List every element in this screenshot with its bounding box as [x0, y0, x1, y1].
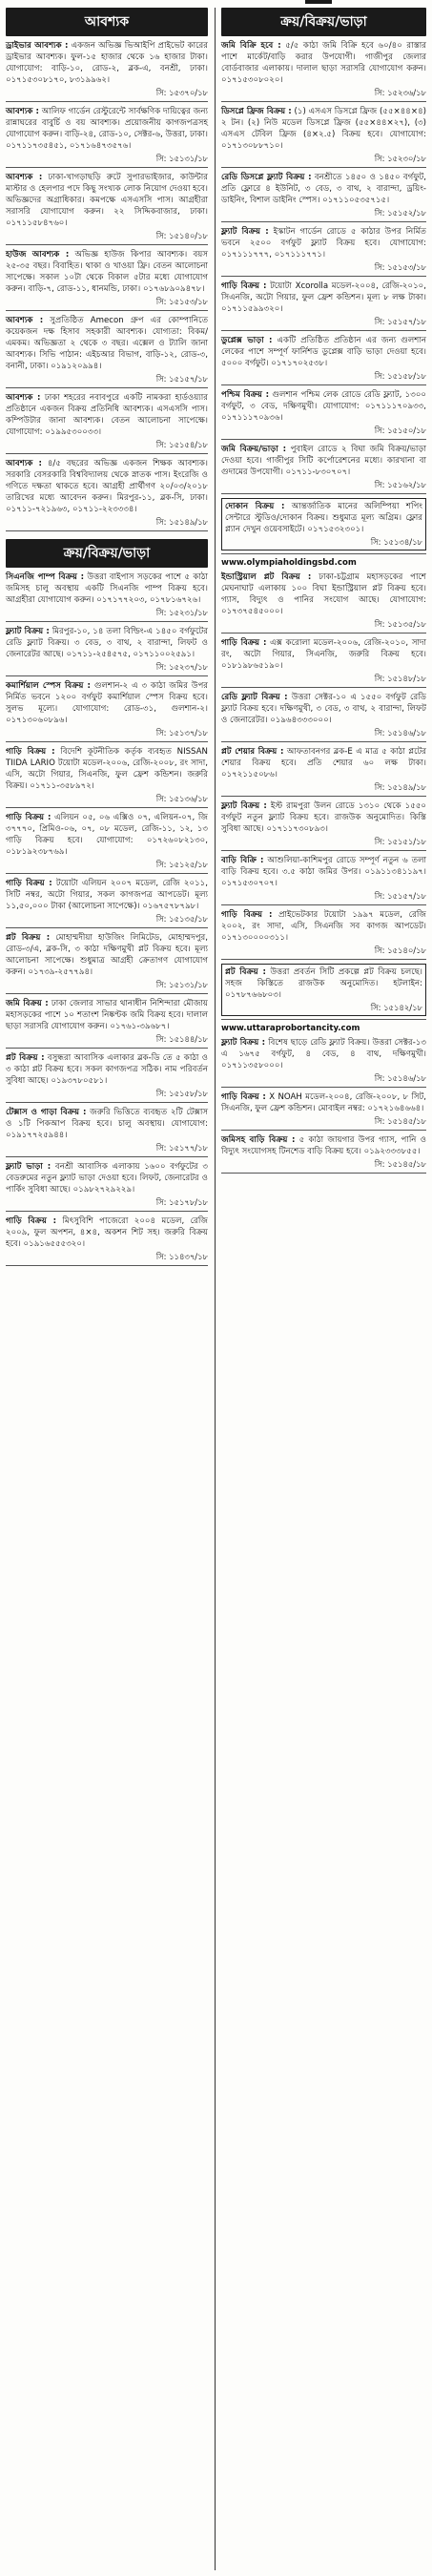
- ad-separator: [221, 1019, 426, 1020]
- ad-separator: [6, 1211, 208, 1212]
- ad-reference-code: সি: ১৫১৫০/১৮: [374, 426, 426, 435]
- ad-body: ৫ কাঠা জায়গার উপর গ্যাস, পানি ও বিদ্যুৎ সংযোগসহ টিনশেড বাড়ি বিক্রয় হবে। ০১৯২৩৩৩৮৫৫।: [221, 1135, 427, 1156]
- ad-body: বিশেষ ছাড়ে রেডি ফ্ল্যাট বিক্রয়। উত্তরা সেক্টর-১৩ এ ১৬৭৫ বর্গফুট, ৪ বেড, ৪ বাথ, দক্ষিণমুখী। ০১৭১১৩৫৮০০০।: [221, 1038, 426, 1070]
- ad-reference-code: সি: ১৫২৩০/১৮: [374, 154, 426, 163]
- ad-title: গাড়ি বিক্রয় :: [6, 1216, 57, 1226]
- ad-body: মিরপুর-১০, ১৪ তলা বিল্ডিং-এ ১৪৫০ বর্গফুটের রেডি ফ্ল্যাট বিক্রয়। ৩ বেড, ৩ বাথ, ২ বারান্দা, লিফট ও জেনারেটর আছে। ০১৭১১-২৫৪৫৭৫, ০১৭১১০০২৫৯১।: [6, 627, 208, 659]
- ad-separator: [6, 1265, 208, 1266]
- classified-ad: [6, 1107, 208, 1153]
- ad-reference-code: সি: ১৫১৩৬/১৮: [155, 794, 208, 803]
- ad-reference-code: সি: ১৫১৫৩/১৮: [374, 262, 426, 272]
- ad-body: ৪/৫ বছরের অভিজ্ঞ একজন শিক্ষক আবশ্যক। সরকারি বেসরকারি বিশ্ববিদ্যালয় থেকে স্নাতক পাস। ইংরেজি ও গণিতে দক্ষতা থাকতে হবে। আগ্রহী প্রার্থীগণ ২০/০৩/২০১৮ তারিখের মধ্যে আবেদন করুন। মিরপুর-১১, ব্লক-সি, ঢাকা। ০১৭১১-৭২১৯৬৩, ০১৭১১-২২৩৩৩৪।: [6, 459, 209, 514]
- ad-reference-code: সি: ১৫৩৭০/১৮: [155, 88, 208, 97]
- classified-ad: [221, 571, 426, 630]
- section-header-buy-sell-rent-right: ক্রয়/বিক্রয়/ভাড়া: [221, 8, 426, 36]
- ad-reference-code: সি: ১৫১৪৮/১৮: [374, 674, 426, 683]
- ad-separator: [6, 807, 208, 808]
- ad-body: উত্তরা সেক্টর-১০ এ ১৫৫০ বর্গফুট রেডি ফ্ল্যাট বিক্রয় হবে। দক্ষিণমুখী, ৩ বেড, ৩ বাথ, ২ বারান্দা, লিফট ও জেনারেটর। ০১৯৬৪৩৩৩০০০।: [221, 693, 426, 725]
- ad-separator: [6, 621, 208, 622]
- ad-reference-code: সি: ১৫১৪৬/১৮: [374, 1073, 426, 1083]
- ad-reference-code: সি: ১৫১৩৫/১৮: [155, 914, 208, 924]
- ad-title: গাড়ি বিক্রয় :: [6, 747, 55, 757]
- ad-title: পশ্চিম বিক্রয় :: [221, 390, 270, 400]
- ad-reference-code: সি: ১৫১৩৪/১৮: [370, 537, 422, 547]
- ad-body: ঢাকা-খাগড়াছড়ি রুটে সুপারভাইজার, কাউন্টার মাস্টার ও হেলপার পদে কিছু সংখ্যক লোক নিয়োগ দেওয়া হবে। অভিজ্ঞদের অগ্রাধিকার। কমপক্ষে এসএসসি পাস। আগ্রহীরা সরাসরি যোগাযোগ করুন। ২২ সিদ্দিকবাজার, ঢাকা। ০১৭১১৫৮৪৭৬০।: [6, 173, 209, 228]
- ad-title: হাউজ আবশ্যক :: [6, 250, 70, 260]
- ad-body: উত্তরা প্রবর্তন সিটি প্রকল্পে প্লট বিক্রয় চলছে। সহজ কিস্তিতে রাজউক অনুমোদিত। হটলাইন: ০১৭৮৭৬৬৮০৩।: [225, 967, 422, 1000]
- ad-title: দোকান বিক্রয় :: [225, 502, 285, 511]
- ad-separator: [221, 741, 426, 742]
- ad-body: বনশ্রী আবাসিক এলাকায় ১৬০০ বর্গফুটের ৩ বেডরুমের নতুন ফ্ল্যাট ভাড়া দেওয়া হবে। লিফট, জেনারেটর ও পার্কিং সুবিধা আছে। ০১৯৮২৭২৯২২৯।: [6, 1162, 208, 1195]
- ad-separator: [221, 439, 426, 440]
- ad-title: গাড়ি বিক্রয় :: [221, 281, 267, 291]
- classified-ad: [6, 106, 208, 164]
- ad-separator: [6, 675, 208, 676]
- ad-title: জমি বিক্রয়/ভাড়া :: [221, 445, 287, 454]
- ad-separator: [221, 167, 426, 168]
- ad-title: গাড়ি বিক্রয় :: [221, 638, 267, 648]
- ad-title: রেডি ডিসপ্লে ফ্ল্যাট বিক্রয় :: [221, 173, 312, 182]
- ad-reference-code: সি: ১৫২৩৬/১৮: [374, 88, 426, 97]
- section-header-wanted: আবশ্যক: [6, 8, 208, 36]
- ad-reference-code: সি: ১৫১৪৫/১৮: [374, 1159, 426, 1169]
- ad-body: অভিজ্ঞ হাউজ কিপার আবশ্যক। বয়স ২৫-৩৫ বছর। বিবাহিত। থাকা ও খাওয়া ফ্রি। বেতন আলোচনা সাপেক্ষে। সকাল ১০টা থেকে বিকাল ৫টার মধ্যে যোগাযোগ করুন। বাড়ি-৭, রোড-১১, ধানমন্ডি, ঢাকা। ০১৭৬৮৯০৯৪৭৮।: [6, 250, 208, 294]
- ad-reference-code: সি: ১৫১৪৬/১৮: [374, 728, 426, 737]
- ad-separator: [221, 1130, 426, 1131]
- classified-ad: [221, 855, 426, 902]
- page-top-tab: [305, 0, 332, 4]
- ad-body: সুপ্রতিষ্ঠিত Amecon গ্রুপ এর কোম্পানিতে কয়েকজন দক্ষ হিসাব সহকারী আবশ্যক। যোগ্যতা: বিকম/এমকম। অভিজ্ঞতা ২ থেকে ৩ বছর। এক্সেল ও ট্যালি জানা আবশ্যক। সিভি পাঠান: এইচআর বিভাগ, বাড়ি-১২, রোড-৩, বনানী, ঢাকা। ০১৯১২০৯৯৪।: [6, 316, 209, 371]
- wanted-ads-list: [6, 40, 208, 531]
- ad-title: ফ্ল্যাট ভাড়া :: [6, 1162, 51, 1172]
- classified-ad: [221, 280, 426, 327]
- classified-ad: [6, 680, 208, 738]
- ad-reference-code: সি: ১৫১৫৭/১৮: [155, 374, 208, 384]
- ad-reference-code: সি: ১৫১৪৯/১৮: [155, 517, 208, 527]
- ad-separator: [221, 959, 426, 960]
- classified-ad: [221, 1091, 426, 1127]
- ad-body: ইস্কাটন গার্ডেন রোডে ৫ কাঠার উপর নির্মিত ভবনে ২৫০০ বর্গফুট ফ্ল্যাট বিক্রয় হবে। যোগাযোগ: ০১৭১১১৭৭৭, ০১৭১১১৭৭১।: [221, 227, 426, 260]
- ad-reference-code: সি: ১৫১৬২/১৮: [374, 480, 426, 489]
- left-column: [6, 8, 208, 1270]
- ad-reference-code: সি: ১৫১৫৮/১৮: [155, 1089, 208, 1098]
- ad-body: ইস্ট রামপুরা উলন রোডে ১৩১০ থেকে ১৫৫০ বর্গফুট নতুন ফ্ল্যাট বিক্রয় হবে। রাজউক অনুমোদিত। কিস্তি সুবিধা আছে। ০১৭১১৭৩০৮৯৩।: [221, 801, 426, 834]
- ad-reference-code: সি: ১৫২৩১/১৮: [155, 608, 208, 617]
- ad-body: আশুলিয়া-কাশিমপুর রোডে সম্পূর্ণ নতুন ৬ তলা বাড়ি বিক্রয় হবে। ৩.৫ কাঠা জমির উপর। ০১৯১১৩৪১১৯৭। ০১৭১৫৩০৭০৭।: [221, 856, 426, 888]
- ad-body: একজন অভিজ্ঞ ভিআইপি প্রাইভেট কারের ড্রাইভার আবশ্যক। ফুল-১৫ হাজার থেকে ১৬ হাজার টাকা। যোগাযোগ: বাড়ি-১০, রোড-২, ব্লক-এ, বনশ্রী, ঢাকা। ০১৭১৫৩০৮১৭০, ৮৩১৯৯৬২।: [6, 41, 208, 85]
- ad-separator: [221, 687, 426, 688]
- ad-separator: [6, 530, 208, 531]
- classified-ad: [6, 571, 208, 618]
- ad-reference-code: সি: ১৫১৭৮/১৮: [155, 1197, 208, 1207]
- classified-ad: [6, 932, 208, 990]
- ad-title: প্লট বিক্রয় :: [6, 1053, 45, 1063]
- classified-ad: [221, 909, 426, 956]
- ad-body: ৫/৫ কাঠা জমি বিক্রি হবে ৬০/৪০ রাস্তার পাশে মার্কেট/বাড়ি করার উপযোগী। গাজীপুর জেলার বোর্ডবাজার এলাকায়। দালাল ছাড়া সরাসরি যোগাযোগ করুন। ০১৭১৫৩০৮০২০।: [221, 41, 427, 85]
- ad-body: বনশ্রীতে ১৪৫০ ও ১৪৫০ বর্গফুট, প্রতি ফ্লোরে ৪ ইউনিট, ৩ বেড, ৩ বাথ, ২ বারান্দা, ড্রয়িং-ডাইনিং, বিশাল ডাইনিং স্পেস। ০১৭১১০৫৩৫৭১৫।: [221, 173, 427, 205]
- ad-reference-code: সি: ১৫১৫৭/১৮: [374, 317, 426, 326]
- classified-ad: [6, 626, 208, 673]
- ad-separator: [6, 310, 208, 311]
- ad-title: ড্রাইভার আবশ্যক :: [6, 41, 69, 51]
- classified-ad: [221, 226, 426, 273]
- right-column: [221, 8, 426, 1177]
- ad-body: ঢাকা শহরের নবাবপুরে একটি নামকরা হার্ডওয়্যার প্রতিষ্ঠানে একজন বিক্রয় প্রতিনিধি আবশ্যক। এসএসসি পাস। কম্পিউটার জানা আবশ্যক। বেতন আলোচনা সাপেক্ষে। যোগাযোগ: ০১৯৯৫৩০০৩৩।: [6, 393, 208, 437]
- ad-title: গাড়ি বিক্রয় :: [6, 813, 51, 822]
- buy-sell-ads-list-left: [6, 571, 208, 1266]
- ad-separator: [221, 221, 426, 222]
- ad-reference-code: সি: ১৫১৪৪/১৮: [155, 1034, 208, 1044]
- classified-ad: [221, 746, 426, 793]
- ad-title: গাড়ি বিক্রয় :: [6, 879, 52, 888]
- classified-ad: [221, 40, 426, 98]
- ad-body: টয়োটা Xcorolla মডেল-২০০৪, রেজি-২০১০, সিএনজি, অটো গিয়ার, ফুল ফ্রেশ কন্ডিশন। মূল্য ৮ লক্ষ টাকা। ০১৭১১৫৯৯৩২০।: [221, 281, 427, 314]
- ad-separator: [221, 1173, 426, 1174]
- ad-reference-code: সি: ১৫১৪০/১৮: [374, 945, 426, 955]
- ad-body: মিৎসুবিশি পাজেরো ২০০৪ মডেল, রেজি ২০০৯, ফুল অপশন, ৪×৪, অকশন শিট সহ। জরুরি বিক্রয় হবে। ০১৯১৬৫৫৫৩২০।: [6, 1216, 208, 1249]
- ad-body: এলিয়ন ০৫, ০৬ এক্সিও ০৭, এলিয়ন-০৭, জি ৩৭৭৭০, প্রিমিও-০৬, ০৭, ০৮ মডেল, রেজি-১১, ১২, ১৩ গাড়ি বিক্রয় হবে। যোগাযোগ: ০১৭২৬০৮২১৩০, ০১৮১৯২৩৮৭৬৯।: [6, 813, 208, 857]
- ad-separator: [221, 330, 426, 331]
- ad-body: একটি প্রতিষ্ঠিত প্রতিষ্ঠান এর জন্য গুলশান লেকের পাশে সম্পূর্ণ ফার্নিশড ডুপ্লেক্স বাড়ি ভাড়া দেওয়া হবে। ৫০০০ বর্গফুট। ০১৭১৭০২৫৩৮।: [221, 336, 426, 368]
- ad-body: বিদেশি কূটনীতিক কর্তৃক ব্যবহৃত NISSAN TIIDA LARIO টয়োটা মডেল-২০০৬, রেজি-২০০৮, রং সাদা, এসি, অটো গিয়ার, সিএনজি, ফুল ফ্রেশ কন্ডিশন। জরুরি বিক্রয়। ০১৭১১-৩৫৮৯৭২।: [6, 747, 208, 791]
- ad-title: ফ্ল্যাট বিক্রয় :: [221, 227, 269, 237]
- ad-reference-code: সি: ১৫১৫৪/১৮: [155, 440, 208, 449]
- ad-body: (১) এসএস ডিসপ্লে ফ্রিজ (৫৫×৪৪×৪) ২ টন। (২) নিউ মডেল ডিসপ্লে ফ্রিজ (৫৫×৪৪×২৭), (৩) এসএস টেবিল ফ্রিজ (৪×২.৫) বিক্রয় হবে। যোগাযোগ: ০১৭১৩০৮৮৭১০।: [221, 107, 427, 151]
- ad-title: ফ্ল্যাট বিক্রয় :: [221, 1038, 266, 1048]
- ad-body: টয়োটা এলিয়ন ২০০৭ মডেল, রেজি ২০১১, সিটি নম্বর, অটো গিয়ার, সকল কাগজপত্র আপডেট। মূল্য ১১,৫০,০০০ টাকা (আলোচনা সাপেক্ষে)। ০১৬৭৫৭৮৭৯৮।: [6, 879, 208, 911]
- ad-title: জমিসহ বাড়ি বিক্রয় :: [221, 1135, 296, 1145]
- ad-body: ঢাকা জেলার সাভার থানাধীন নিশিন্দারা মৌজায় মহাসড়কের পাশে ১০ শতাংশ নিষ্কণ্টক জমি বিক্রয় হবে। দালাল ছাড়া সরাসরি যোগাযোগ করুন। ০১৭৬১-৩৯৬৮৭।: [6, 999, 208, 1031]
- ad-title: ফ্ল্যাট বিক্রয় :: [221, 801, 267, 811]
- classified-ad: [221, 1134, 426, 1170]
- ad-reference-code: সি: ১৫১৪৫/১৮: [374, 1116, 426, 1126]
- ad-title: আবশ্যক :: [6, 173, 43, 182]
- classified-ad: [6, 746, 208, 804]
- ad-title: গাড়ি বিক্রয় :: [221, 1092, 266, 1102]
- classified-ad: [221, 1037, 426, 1084]
- ad-separator: [6, 1156, 208, 1157]
- ad-title: ফ্ল্যাট বিক্রয় :: [6, 627, 50, 636]
- ad-body: আফতাবনগর ব্লক-E এ মাত্র ৫ কাঠা প্লটের শেয়ার বিক্রয় হবে। প্রতি শেয়ার ৬০ লক্ষ টাকা। ০১৭২১১৫০৮৬।: [221, 747, 426, 779]
- ad-title: প্লট শেয়ার বিক্রয় :: [221, 747, 284, 757]
- ad-reference-code: সি: ১৫১২৫/১৮: [155, 860, 208, 869]
- buy-sell-ads-list-right: [221, 40, 426, 1174]
- ad-body: গুলশান পশ্চিম লেক রোডে রেডি ফ্ল্যাট, ১৩০০ বর্গফুট, ৩ বেড, দক্ষিণমুখী। যোগাযোগ: ০১৭১১১৭০৯৩৩, ০১৭১১১৭০৯৩৬।: [221, 390, 426, 423]
- ad-separator: [6, 741, 208, 742]
- ad-body: প্রাইভেটকার টয়োটা ১৯৯৭ মডেল, রেজি ২০০২, রং সাদা, এসি, সিএনজি সব কাগজ আপডেট। ০১৭১৩০০০০৩১১।: [221, 910, 426, 943]
- ad-title: আবশ্যক :: [6, 459, 42, 468]
- ad-reference-code: সি: ১৫১৪২/১৮: [370, 1003, 422, 1012]
- ad-separator: [221, 850, 426, 851]
- ad-separator: [6, 873, 208, 874]
- ad-body: আলিফ গার্ডেন রেস্টুরেন্টে সার্বক্ষণিক দায়িত্বের জন্য রান্নাঘরের বাবুর্চি ও বয় আবশ্যক। প্রয়োজনীয় কাগজপত্রসহ যোগাযোগ করুন। বাড়ি-২৪, রোড-১০, সেক্টর-৬, উত্তরা, ঢাকা। ০১৭১১৭৩৫৪৫১, ০১৭১৬৪৭৩৫৭৬।: [6, 107, 208, 151]
- classified-ad: [6, 998, 208, 1045]
- classified-ad: [221, 964, 426, 1016]
- classified-ad: [221, 498, 426, 551]
- classified-ad: [221, 800, 426, 847]
- ad-separator: [6, 167, 208, 168]
- classified-ad: [221, 335, 426, 382]
- ad-separator: [221, 633, 426, 634]
- ad-title: টেক্সাস ও গাড়া বিক্রয় :: [6, 1108, 87, 1117]
- ad-title: প্লট বিক্রয় :: [225, 967, 266, 977]
- ad-title: সিএনজি পাম্প বিক্রয় :: [6, 572, 85, 582]
- classified-ad: [6, 458, 208, 528]
- classified-ad: [221, 106, 426, 164]
- classified-ad: [221, 637, 426, 684]
- classified-ad: [6, 1161, 208, 1208]
- ad-body: মোহাম্মদীয়া হাউজিং লিমিটেড, মোহাম্মদপুর, রোড-৩/এ, ব্লক-সি, ৩ কাঠা দক্ষিণমুখী প্লট বিক্রয় হবে। মূল্য আলোচনা সাপেক্ষে। শুধুমাত্র আগ্রহী ক্রেতাগণ যোগাযোগ করুন। ০১৭৩৯-২৫৭৭৯৪।: [6, 933, 208, 977]
- ad-separator: [6, 453, 208, 454]
- ad-title: প্লট বিক্রয় :: [6, 933, 51, 943]
- ad-reference-code: সি: ১৫১৭৭/১৮: [155, 1143, 208, 1153]
- ad-website-link[interactable]: www.uttaraprobortancity.com: [221, 1024, 360, 1033]
- ad-body: গুলশান-২ এ ৩ কাঠা জমির উপর নির্মিত ভবনে ১২০০ বর্গফুট কমার্শিয়াল স্পেস বিক্রয় হবে। সুলভ মূল্যে। যোগাযোগ: রোড-৩১, গুলশান-২। ০১৭১৩০৬০৮৯৬।: [6, 681, 208, 725]
- ad-separator: [221, 1087, 426, 1088]
- ad-reference-code: সি: ১৫১৫৩/১৮: [155, 297, 208, 306]
- ad-body: জরুরি ভিত্তিতে ব্যবহৃত ২টি টেক্সাস ও ১টি পিকআপ বিক্রয় হবে। চালু অবস্থায়। যোগাযোগ: ০১৯১৭৭২৫৯৪৪।: [6, 1108, 209, 1140]
- section-header-buy-sell-rent-left: ক্রয়/বিক্রয়/ভাড়া: [6, 539, 208, 568]
- classified-ad: [221, 389, 426, 436]
- ad-title: ডুপ্লেক্স ভাড়া :: [221, 336, 273, 345]
- ad-separator: [221, 493, 426, 494]
- ad-website-link[interactable]: www.olympiaholdingsbd.com: [221, 558, 357, 568]
- ad-title: আবশ্যক :: [6, 316, 44, 325]
- ad-reference-code: সি: ১৫১৩১/১৮: [155, 980, 208, 989]
- ad-separator: [221, 384, 426, 385]
- ad-title: জমি বিক্রি হবে :: [221, 41, 281, 51]
- ad-separator: [6, 101, 208, 102]
- ad-separator: [6, 244, 208, 245]
- ad-title: জমি বিক্রয় :: [6, 999, 49, 1008]
- ad-reference-code: সি: ১৫২৩৭/১৮: [155, 662, 208, 672]
- ad-separator: [6, 1048, 208, 1049]
- ad-title: আবশ্যক :: [6, 107, 39, 116]
- ad-reference-code: সি: ১৫১৫৮/১৮: [374, 371, 426, 381]
- ad-body: বসুন্ধরা আবাসিক এলাকার ব্লক-ডি তে ৫ কাঠা ও ৩ কাঠা প্লট বিক্রয় হবে। সকল কাগজপত্র সঠিক। নাম পরিবর্তন সুবিধা আছে। ০১৯৩৭৮০৫৮১।: [6, 1053, 208, 1086]
- ad-separator: [6, 387, 208, 388]
- ad-body: এক্স করোলা মডেল-২০০৬, রেজি-২০১০, সাদা রং, অটো গিয়ার, সিএনজি, জরুরি বিক্রয় হবে। ০১৮১৯৮৬৫১৯০।: [221, 638, 426, 671]
- ad-title: রেডি ফ্ল্যাট বিক্রয় :: [221, 693, 288, 702]
- ad-reference-code: সি: ১৫১৩১/১৮: [155, 154, 208, 163]
- column-divider: [215, 8, 216, 2570]
- ad-reference-code: সি: ১৫১৩৭/১৮: [155, 728, 208, 737]
- classified-ad: [6, 40, 208, 98]
- classified-ad: [6, 812, 208, 870]
- classified-ad: [6, 1215, 208, 1262]
- ad-reference-code: সি: ১৫১৩৫/১৮: [374, 619, 426, 629]
- classified-ad: [221, 444, 426, 490]
- classified-ad: [221, 172, 426, 218]
- classified-ad: [6, 172, 208, 241]
- ad-separator: [6, 1102, 208, 1103]
- ad-reference-code: সি: ১৫১৫১/১৮: [374, 837, 426, 846]
- ad-body: X NOAH মডেল-২০০৪, রেজি-২০০৮, ৮ সিট, সিএনজি, ফুল ফ্রেশ কন্ডিশন। মোবাইল নম্বর: ০১৭২১৬৪৬৬৪।: [221, 1092, 426, 1113]
- ad-separator: [221, 904, 426, 905]
- ad-title: কমার্শিয়াল স্পেস বিক্রয় :: [6, 681, 91, 691]
- ad-separator: [221, 796, 426, 797]
- ad-body: পুবাইল রোডে ২ বিঘা জমি বিক্রয়/ভাড়া দেওয়া হবে। গাজীপুর সিটি কর্পোরেশনের মধ্যে। কারখানা বা গুদামের উপযোগী। ০১৭১১-৮৩০৭০৭।: [221, 445, 427, 477]
- ad-title: আবশ্যক :: [6, 393, 41, 403]
- ad-reference-code: সি: ১৫১৫২/১৮: [374, 208, 426, 218]
- ad-reference-code: সি: ১৫১৫৭/১৮: [374, 891, 426, 901]
- ad-title: ইন্ডাস্ট্রিয়াল প্লট বিক্রয় :: [221, 572, 312, 582]
- classified-ad: [6, 392, 208, 450]
- ad-reference-code: সি: ১৫১৪৯/১৮: [374, 782, 426, 792]
- classified-ad: [6, 878, 208, 924]
- classified-ad: [221, 692, 426, 738]
- classified-ad: [6, 315, 208, 384]
- ad-separator: [221, 276, 426, 277]
- ad-body: ঢাকা-চট্টগ্রাম মহাসড়কের পাশে মেঘনাঘাট এলাকায় ১০০ বিঘা ইন্ডাস্ট্রিয়াল প্লট বিক্রয় হবে। গ্যাস, বিদ্যুৎ ও পানির সংযোগ আছে। যোগাযোগ: ০১৭৩৭৫৪৫০০০।: [221, 572, 427, 616]
- ad-separator: [221, 553, 426, 554]
- ad-body: উত্তরা বাইপাস সড়কের পাশে ৫ কাঠা জমিসহ চালু অবস্থায় একটি সিএনজি পাম্প বিক্রয় হবে। আগ্রহীরা যোগাযোগ করুন। ০১৭১৭৭২০৩, ০১৭৮১৬৭২৬।: [6, 572, 208, 605]
- ad-separator: [221, 101, 426, 102]
- ad-title: গাড়ি বিক্রয় :: [221, 910, 273, 920]
- ad-separator: [6, 993, 208, 994]
- ad-separator: [6, 927, 208, 928]
- classified-ad: [6, 249, 208, 307]
- ad-body: আন্তর্জাতিক মানের অলিম্পিয়া শপিং সেন্টারে স্টুডিও/দোকান বিক্রয়। শুধুমাত্র মূল্য অগ্রিম। ফ্লোর প্ল্যান দেখুন ওয়েবসাইটে। ০১৭১৫৩২৩০১।: [225, 502, 422, 534]
- ad-title: বাড়ি বিক্রি :: [221, 856, 264, 865]
- ad-title: ডিসপ্লে ফ্রিজ বিক্রয় :: [221, 107, 292, 116]
- ad-reference-code: সি: ১১৪৩৭/১৮: [155, 1252, 208, 1261]
- ad-reference-code: সি: ১৫১৪০/১৮: [155, 231, 208, 240]
- classified-ad: [6, 1052, 208, 1099]
